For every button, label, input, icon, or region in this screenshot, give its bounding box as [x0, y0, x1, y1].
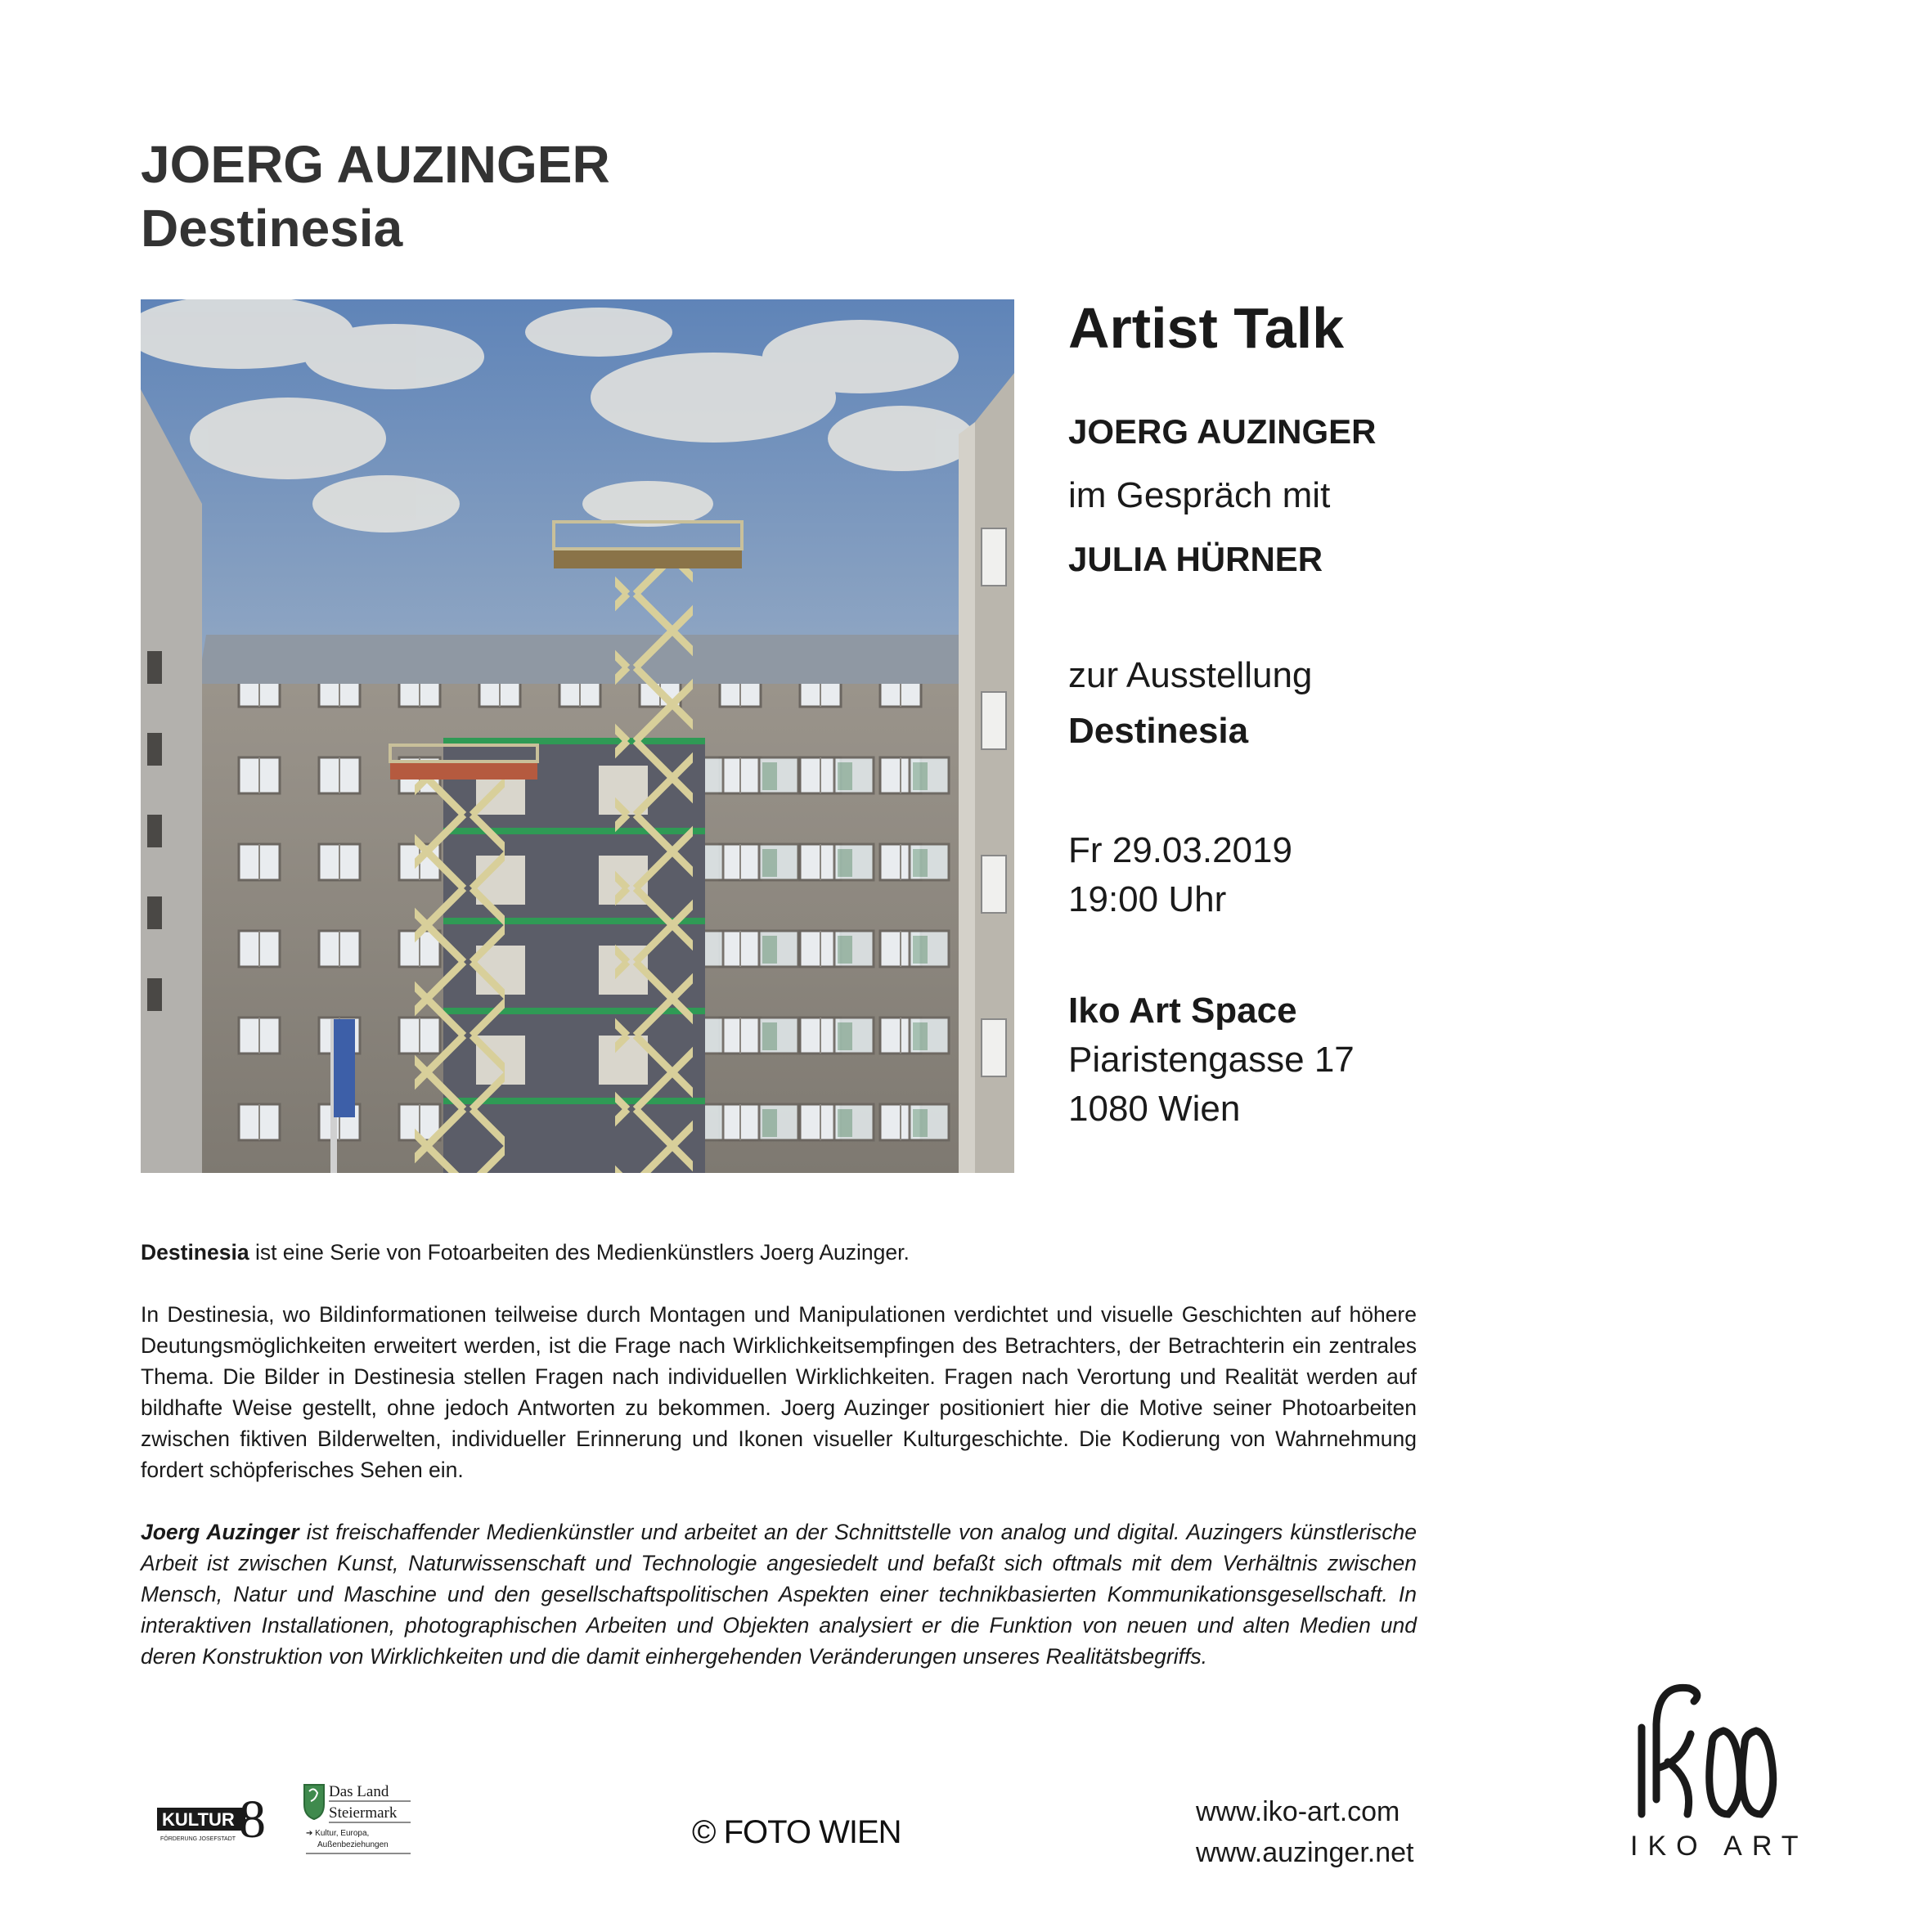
footer-links	[1196, 1791, 1414, 1873]
event-exhibition-intro: zur Ausstellung	[1068, 655, 1313, 695]
artwork-photo	[141, 299, 1014, 1173]
intro-paragraph	[141, 1237, 1417, 1268]
link-auzinger[interactable]: www.auzinger.net	[1196, 1837, 1414, 1868]
event-artist-name: JOERG AUZINGER	[1068, 412, 1377, 451]
artist-bio-paragraph	[141, 1516, 1417, 1672]
iko-art-logo-graphic	[1624, 1677, 1812, 1865]
event-date: Fr 29.03.2019	[1068, 830, 1292, 870]
link-iko-art[interactable]: www.iko-art.com	[1196, 1796, 1400, 1827]
event-title: Artist Talk	[1068, 296, 1345, 360]
kultur8-logo-text: KULTUR	[162, 1809, 235, 1830]
description-paragraph: In Destinesia, wo Bildinformationen teilweise durch Montagen und Manipulationen verdichtet und visuelle Geschichten auf höhere Deutungsmöglichkeiten erweitert werden, ist die Frage nach Wirklichkeitsempfingen des Betrachters, der Betrachterin ein zentrales Thema. Die Bilder in Destinesia stellen Fragen nach individuellen Wirklichkeiten. Fragen nach Verortung und Realität werden auf bildhafte Weise gestellt, ohne jedoch Antworten zu bekommen. Joerg Auzinger positioniert hier die Motive seiner Photoarbeiten zwischen fiktiven Bilderwelten, individueller Erinnerung und Ikonen visueller Kulturgeschichte. Die Kodierung von Wahrnehmung fordert schöpferisches Sehen ein.	[141, 1302, 1417, 1482]
event-time: 19:00 Uhr	[1068, 879, 1227, 919]
intro-bold-title: Destinesia	[141, 1240, 249, 1265]
event-details	[1068, 291, 1886, 1134]
venue-street: Piaristengasse 17	[1068, 1040, 1355, 1080]
header-exhibition-title: Destinesia	[141, 199, 403, 258]
iko-art-logo	[1624, 1677, 1812, 1869]
steiermark-sub1: ➔ Kultur, Europa,	[306, 1829, 370, 1838]
bio-text: ist freischaffender Medienkünstler und arbeitet an der Schnittstelle von analog und digital. Auzingers künstlerische Arbeit ist zwischen Kunst, Naturwissenschaft und Technologie angesiedelt und befaßt sich oftmals mit dem Verhältnis zwischen Mensch, Natur und Maschine und den gesellschaftspolitischen Aspekten einer technikbasierten Kommunikationsgesellschaft. In interaktiven Installationen, photographischen Arbeiten und Objekten analysiert er die Funktion von neuen und alten Medien und deren Konstruktion von Wirklichkeiten und die damit einhergehenden Veränderungen unseres Realitätsbegriffs.	[141, 1520, 1417, 1669]
steiermark-sub2: Außenbeziehungen	[317, 1840, 389, 1849]
kultur8-logo-graphic	[157, 1791, 272, 1849]
artwork-illustration	[141, 299, 1014, 1173]
header-artist-name: JOERG AUZINGER	[141, 135, 610, 194]
venue-city: 1080 Wien	[1068, 1089, 1241, 1129]
steiermark-line1: Das Land	[329, 1783, 389, 1800]
event-guest-name: JULIA HÜRNER	[1068, 540, 1323, 578]
intro-text: ist eine Serie von Fotoarbeiten des Medienkünstlers Joerg Auzinger.	[249, 1240, 910, 1265]
kultur8-logo-sub: FÖRDERUNG JOSEFSTADT	[160, 1836, 236, 1842]
event-connector: im Gespräch mit	[1068, 475, 1331, 515]
iko-art-logo-text: IKO ART	[1630, 1831, 1808, 1862]
venue-name: Iko Art Space	[1068, 991, 1297, 1031]
steiermark-line2: Steiermark	[329, 1804, 398, 1822]
page-header	[141, 133, 610, 260]
photo-credit: © FOTO WIEN	[692, 1814, 901, 1850]
bio-artist-name: Joerg Auzinger	[141, 1520, 299, 1544]
event-exhibition-name: Destinesia	[1068, 711, 1249, 751]
kultur8-logo-number: 8	[239, 1791, 266, 1849]
steiermark-logo	[303, 1781, 417, 1863]
steiermark-logo-graphic	[303, 1781, 417, 1859]
kultur8-logo	[157, 1791, 272, 1853]
iko-monogram-icon	[1642, 1687, 1773, 1814]
